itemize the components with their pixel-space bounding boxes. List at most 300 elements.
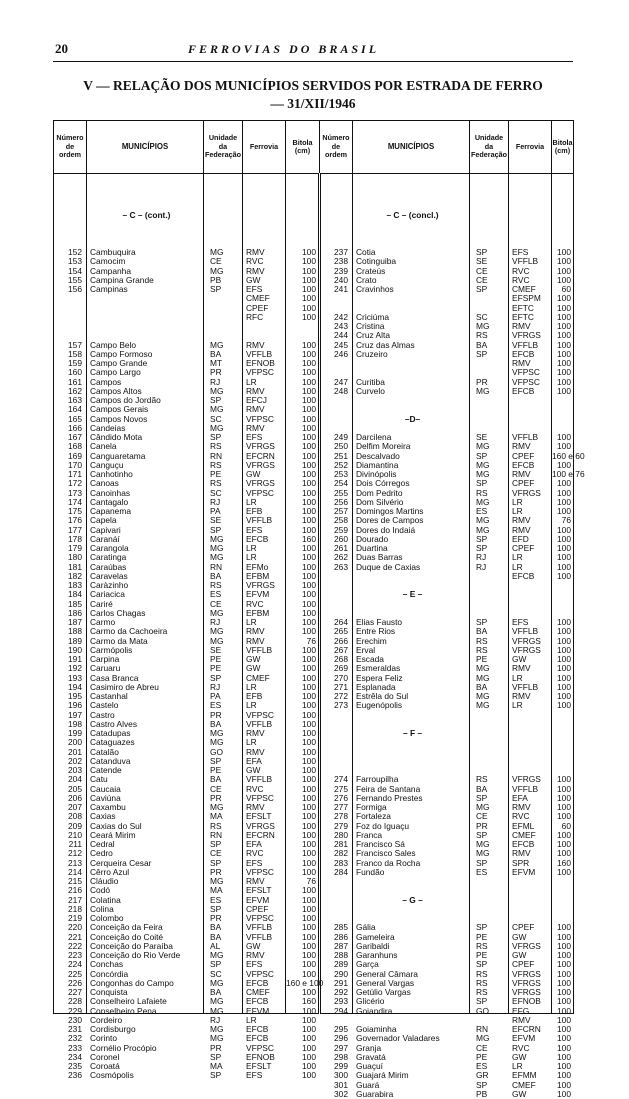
table-cell	[552, 886, 571, 895]
table-cell: VFRGS	[512, 774, 541, 785]
header-numero: Número de ordem	[54, 121, 87, 174]
table-cell: 100	[302, 792, 316, 803]
table-cell: EFCB	[246, 1024, 269, 1034]
table-cell: RMV	[246, 247, 265, 257]
table-cell: 236	[68, 1070, 82, 1081]
table-cell: Eugenópolis	[356, 700, 403, 711]
table-cell: 158	[68, 348, 82, 359]
table-cell: Canguçu	[90, 459, 124, 470]
table-cell: RMV	[512, 848, 531, 859]
table-cell: Carmo da Mata	[90, 635, 148, 646]
table-cell: RMV	[512, 663, 531, 674]
table-cell: MG	[210, 543, 224, 553]
table-cell: 160	[302, 996, 316, 1007]
table-cell: VFRGS	[246, 820, 275, 831]
table-cell: 164	[68, 404, 82, 415]
table-cell	[54, 313, 82, 322]
table-cell: RMV	[512, 691, 531, 701]
table-cell: 235	[68, 1061, 82, 1071]
table-cell: 100	[557, 802, 571, 812]
table-cell: MG	[210, 533, 224, 544]
table-cell: RMV	[512, 802, 531, 812]
table-cell: Campanha	[90, 265, 131, 276]
table-cell: 165	[68, 413, 82, 424]
table-cell: VFFLB	[512, 626, 539, 637]
table-cell: LR	[512, 1061, 523, 1071]
table-cell: EFNOB	[512, 996, 541, 1007]
table-cell: MG	[476, 459, 490, 470]
table-cell: 100	[557, 348, 571, 359]
table-cell: 100	[302, 1061, 316, 1071]
table-cell: SC	[210, 487, 222, 498]
table-cell	[90, 220, 203, 229]
table-cell: ES	[476, 506, 488, 516]
table-cell: 100	[302, 404, 316, 415]
table-cell	[286, 193, 316, 202]
table-cell: Cedro	[90, 848, 113, 859]
table-cell: 219	[68, 913, 82, 923]
table-cell: 270	[334, 672, 348, 683]
table-cell: LR	[246, 496, 257, 507]
table-cell: 192	[68, 663, 82, 674]
right-numero-column	[321, 174, 352, 1099]
table-cell: CMEF	[512, 1079, 536, 1090]
table-cell: Elias Fausto	[356, 617, 403, 627]
table-cell: AL	[210, 940, 221, 951]
table-cell	[512, 886, 551, 895]
table-cell: 214	[68, 866, 82, 877]
table-cell: 100	[302, 265, 316, 276]
table-cell	[210, 294, 242, 303]
table-cell: GW	[512, 931, 527, 942]
table-cell: 100	[302, 506, 316, 516]
table-cell: MG	[210, 247, 224, 257]
table-cell: 160 e 100	[286, 977, 324, 988]
table-cell: Castro	[90, 709, 115, 720]
table-cell: Cruz Alta	[356, 330, 390, 341]
table-cell: VFRGS	[246, 478, 275, 489]
table-cell	[356, 600, 469, 609]
table-cell: BA	[210, 922, 222, 933]
table-cell: LR	[246, 700, 257, 711]
table-cell: MG	[210, 728, 224, 738]
table-cell: VFRGS	[512, 330, 541, 341]
table-cell: EFSLT	[246, 885, 272, 896]
table-cell: BA	[210, 931, 222, 942]
table-cell: Cruzeiro	[356, 348, 388, 359]
table-cell: 176	[68, 515, 82, 526]
table-cell: 283	[334, 857, 348, 868]
table-cell: SP	[476, 829, 488, 840]
table-cell	[54, 183, 82, 192]
table-cell: Descalvado	[356, 450, 400, 461]
table-cell: Cêrro Azul	[90, 866, 130, 877]
table-cell: PA	[210, 691, 221, 701]
table-cell	[246, 202, 285, 211]
table-cell: EFBM	[246, 570, 270, 581]
table-cell: 182	[68, 570, 82, 581]
table-cell	[552, 590, 571, 599]
table-cell	[356, 294, 469, 303]
table-cell	[552, 405, 571, 414]
header-municipios-right: MUNICÍPIOS	[353, 121, 470, 174]
table-cell	[286, 202, 316, 211]
table-cell: 205	[68, 783, 82, 794]
table-cell: EFNOB	[246, 358, 275, 368]
table-cell	[476, 905, 508, 914]
left-bitola-column	[286, 174, 324, 1081]
table-cell: 100	[557, 293, 571, 304]
table-cell: 100	[557, 1061, 571, 1071]
table-cell: CE	[476, 274, 488, 285]
main-title-line-1: V — RELAÇÃO DOS MUNICÍPIOS SERVIDOS POR ESTRADA DE FERRO	[83, 78, 543, 93]
table-cell: Fortaleza	[356, 811, 391, 822]
table-cell: MG	[210, 635, 224, 646]
table-cell: 238	[334, 256, 348, 267]
table-cell	[512, 600, 551, 609]
table-cell: Catadupas	[90, 728, 131, 738]
table-cell: VFFLB	[246, 922, 273, 933]
table-cell: 160	[302, 533, 316, 544]
table-cell	[246, 183, 285, 192]
table-cell: EFTC	[512, 302, 534, 313]
table-cell	[552, 581, 571, 590]
table-cell: 172	[68, 478, 82, 489]
table-cell: 100	[557, 644, 571, 655]
table-cell: EFCB	[246, 1033, 269, 1044]
table-cell: 100	[557, 635, 571, 646]
table-cell: 152	[68, 247, 82, 257]
table-cell: SC	[210, 968, 222, 979]
table-cell: BA	[210, 718, 222, 729]
table-cell: Caxias	[90, 811, 116, 822]
table-cell	[476, 193, 508, 202]
table-cell: 153	[68, 256, 82, 267]
table-cell: RMV	[512, 441, 531, 452]
table-cell: SE	[210, 644, 222, 655]
table-cell: 218	[68, 903, 82, 914]
table-cell: 100	[302, 469, 316, 479]
table-cell: 100	[302, 626, 316, 637]
table-cell: 100	[557, 265, 571, 276]
table-cell: 229	[68, 1005, 82, 1016]
table-cell: MG	[210, 265, 224, 276]
table-cell: MG	[210, 737, 224, 748]
table-cell: Espera Feliz	[356, 672, 403, 683]
table-cell: Dom Pedrito	[356, 487, 403, 498]
table-cell: 100	[302, 820, 316, 831]
table-cell: MG	[476, 663, 490, 674]
table-cell: 216	[68, 885, 82, 896]
table-cell: 179	[68, 543, 82, 553]
table-cell: RMV	[246, 265, 265, 276]
table-cell: MG	[210, 422, 224, 433]
table-cell	[286, 183, 316, 192]
table-cell: 100	[302, 913, 316, 923]
table-cell	[210, 304, 242, 313]
table-cell: GW	[246, 940, 261, 951]
table-cell: 100	[557, 570, 571, 581]
table-cell: PR	[476, 376, 488, 387]
table-cell: Crato	[356, 274, 377, 285]
table-cell	[210, 220, 242, 229]
table-cell: MG	[476, 672, 490, 683]
table-cell: Carmópolis	[90, 644, 133, 655]
table-cell: RS	[476, 487, 488, 498]
table-cell	[552, 220, 571, 229]
table-cell: SP	[210, 839, 222, 849]
table-cell: RJ	[476, 552, 487, 563]
table-cell	[476, 590, 508, 599]
table-cell: 100 e 76	[552, 469, 585, 479]
table-cell: 100	[557, 506, 571, 516]
table-cell: 100	[302, 1033, 316, 1044]
table-cell: EFCRN	[246, 450, 275, 461]
table-cell: 100	[302, 348, 316, 359]
table-cell: EFS	[246, 959, 263, 970]
table-cell: Franco da Rocha	[356, 857, 421, 868]
table-cell: GW	[512, 1088, 527, 1099]
table-cell: VFRGS	[246, 580, 275, 590]
table-cell: Capanema	[90, 506, 131, 516]
table-cell: CPEF	[512, 543, 535, 553]
table-cell: ES	[210, 894, 222, 905]
table-cell	[356, 711, 469, 720]
table-cell: 277	[334, 802, 348, 812]
table-cell: 301	[334, 1079, 348, 1090]
table-cell: 100	[302, 570, 316, 581]
table-header-row	[54, 121, 574, 174]
table-cell: VFRGS	[512, 635, 541, 646]
table-cell: 100	[302, 1005, 316, 1016]
table-cell: Ceará Mirim	[90, 829, 136, 840]
table-cell: 262	[334, 552, 348, 563]
table-cell: SP	[476, 996, 488, 1007]
table-cell	[286, 220, 316, 229]
table-cell	[512, 202, 551, 211]
table-cell	[476, 757, 508, 766]
table-cell: CE	[210, 783, 222, 794]
table-cell: 100	[302, 746, 316, 757]
table-cell	[356, 738, 469, 747]
table-cell	[90, 322, 203, 331]
table-cell: Campo Formoso	[90, 348, 153, 359]
table-cell: Cravinhos	[356, 284, 394, 294]
table-cell: Conceição do Rio Verde	[90, 950, 181, 960]
table-cell: Campo Belo	[90, 339, 137, 350]
table-cell	[321, 183, 348, 192]
table-cell: Fundão	[356, 866, 385, 877]
table-cell: – E –	[402, 589, 423, 600]
table-cell: SP	[476, 247, 488, 257]
table-cell: 294	[334, 1005, 348, 1016]
table-cell: 232	[68, 1033, 82, 1044]
table-cell: SC	[210, 413, 222, 424]
table-cell: 100	[557, 441, 571, 452]
table-cell: 100	[557, 663, 571, 674]
table-cell: 184	[68, 589, 82, 600]
table-cell	[90, 304, 203, 313]
table-cell	[476, 877, 508, 886]
table-cell: RVC	[246, 848, 264, 859]
table-cell: CE	[210, 848, 222, 859]
table-cell: 260	[334, 533, 348, 544]
table-cell: 100	[557, 1005, 571, 1016]
table-cell: SP	[210, 903, 222, 914]
table-cell	[552, 720, 571, 729]
table-cell: EFCRN	[246, 829, 275, 840]
table-cell: BA	[210, 348, 222, 359]
table-cell: 100	[302, 478, 316, 489]
table-cell: 100	[557, 1024, 571, 1034]
table-cell: VFPSC	[246, 487, 274, 498]
table-cell	[210, 211, 242, 220]
table-cell: Goiandira	[356, 1005, 393, 1016]
table-cell: BA	[210, 570, 222, 581]
table-cell	[286, 322, 316, 331]
table-cell	[476, 720, 508, 729]
table-cell	[321, 886, 348, 895]
table-cell: 100	[302, 681, 316, 692]
table-cell: Candeias	[90, 422, 126, 433]
table-cell	[90, 193, 203, 202]
table-cell: 160	[68, 367, 82, 378]
table-cell: 100	[557, 617, 571, 627]
table-cell: 234	[68, 1051, 82, 1062]
table-cell: VFFLB	[512, 681, 539, 692]
table-cell: EFVM	[512, 1033, 536, 1044]
table-cell: 100	[557, 1033, 571, 1044]
table-cell: RMV	[512, 515, 531, 526]
table-cell: 100	[557, 478, 571, 489]
table-cell: 194	[68, 681, 82, 692]
table-cell	[286, 174, 316, 183]
table-cell: EFS	[246, 284, 263, 294]
table-cell: 169	[68, 450, 82, 461]
table-cell	[356, 572, 469, 581]
table-cell: PE	[210, 663, 222, 674]
table-cell: 293	[334, 996, 348, 1007]
table-cell: SP	[476, 450, 488, 461]
table-cell: Colatina	[90, 894, 121, 905]
table-cell: RJ	[210, 681, 221, 692]
table-cell: 185	[68, 598, 82, 609]
table-cell: 100	[557, 829, 571, 840]
table-cell: EFCB	[246, 996, 269, 1007]
table-cell	[356, 193, 469, 202]
table-cell: PE	[476, 1051, 488, 1062]
table-cell: RN	[210, 829, 223, 840]
table-cell: 100	[557, 839, 571, 849]
table-cell: 100	[557, 987, 571, 997]
table-cell: 261	[334, 543, 348, 553]
table-cell: RVC	[512, 811, 530, 822]
table-cell: MG	[476, 469, 490, 479]
table-cell	[321, 174, 348, 183]
table-cell: 258	[334, 515, 348, 526]
table-cell: 100	[302, 765, 316, 775]
table-cell: SP	[210, 672, 222, 683]
table-cell: EFCB	[246, 533, 269, 544]
table-cell: 248	[334, 385, 348, 396]
table-cell: 166	[68, 422, 82, 433]
table-cell	[356, 183, 469, 192]
table-cell: Campos Novos	[90, 413, 148, 424]
table-cell	[356, 174, 469, 183]
table-cell: 199	[68, 728, 82, 738]
table-cell	[321, 396, 348, 405]
table-cell: 100	[302, 829, 316, 840]
table-cell: 100	[302, 367, 316, 378]
table-cell: Cosmópolis	[90, 1070, 134, 1081]
table-cell	[476, 572, 508, 581]
table-cell	[321, 738, 348, 747]
table-cell: MG	[476, 515, 490, 526]
table-cell	[210, 313, 242, 322]
table-cell: EFS	[246, 524, 263, 535]
table-cell: BA	[476, 681, 488, 692]
table-cell: RS	[210, 441, 222, 452]
table-cell: 100	[302, 339, 316, 350]
table-cell: Caruaru	[90, 663, 121, 674]
table-cell: RS	[476, 644, 488, 655]
table-cell: VFPSC	[246, 413, 274, 424]
table-cell: 100	[302, 1070, 316, 1081]
table-cell: 100	[557, 543, 571, 553]
table-cell: MG	[210, 404, 224, 415]
table-cell: 180	[68, 552, 82, 563]
table-cell: 100	[302, 543, 316, 553]
table-cell: 100	[302, 903, 316, 914]
table-cell: LR	[246, 1014, 257, 1025]
table-cell: VFPSC	[512, 367, 540, 378]
table-cell: SP	[210, 524, 222, 535]
table-cell	[552, 905, 571, 914]
table-cell: 100	[557, 1079, 571, 1090]
table-cell: 195	[68, 691, 82, 701]
table-cell: RVC	[246, 598, 264, 609]
table-cell: CMEF	[512, 829, 536, 840]
table-cell: RS	[476, 987, 488, 997]
table-cell: MG	[476, 691, 490, 701]
table-cell: 256	[334, 496, 348, 507]
table-cell: VFFLB	[246, 931, 273, 942]
table-cell: 244	[334, 330, 348, 341]
table-cell	[54, 193, 82, 202]
table-cell: MG	[210, 385, 224, 396]
table-cell: Criciúma	[356, 311, 390, 322]
table-cell: EFS	[512, 617, 529, 627]
table-cell: Conceição da Feira	[90, 922, 163, 933]
table-cell: CMEF	[246, 293, 270, 304]
table-cell: 242	[334, 311, 348, 322]
table-cell: 252	[334, 459, 348, 470]
table-cell: 173	[68, 487, 82, 498]
table-cell: 100	[302, 617, 316, 627]
table-cell	[512, 711, 551, 720]
table-cell: Corinto	[90, 1033, 117, 1044]
table-cell: 193	[68, 672, 82, 683]
table-cell: 296	[334, 1033, 348, 1044]
table-cell	[476, 183, 508, 192]
table-cell: Cerqueira Cesar	[90, 857, 152, 868]
table-cell: 227	[68, 987, 82, 997]
table-cell: SP	[476, 1079, 488, 1090]
table-cell: VFFLB	[512, 339, 539, 350]
table-cell: Cariré	[90, 598, 113, 609]
table-cell: LR	[246, 737, 257, 748]
table-cell: Cornélio Procópio	[90, 1042, 157, 1053]
